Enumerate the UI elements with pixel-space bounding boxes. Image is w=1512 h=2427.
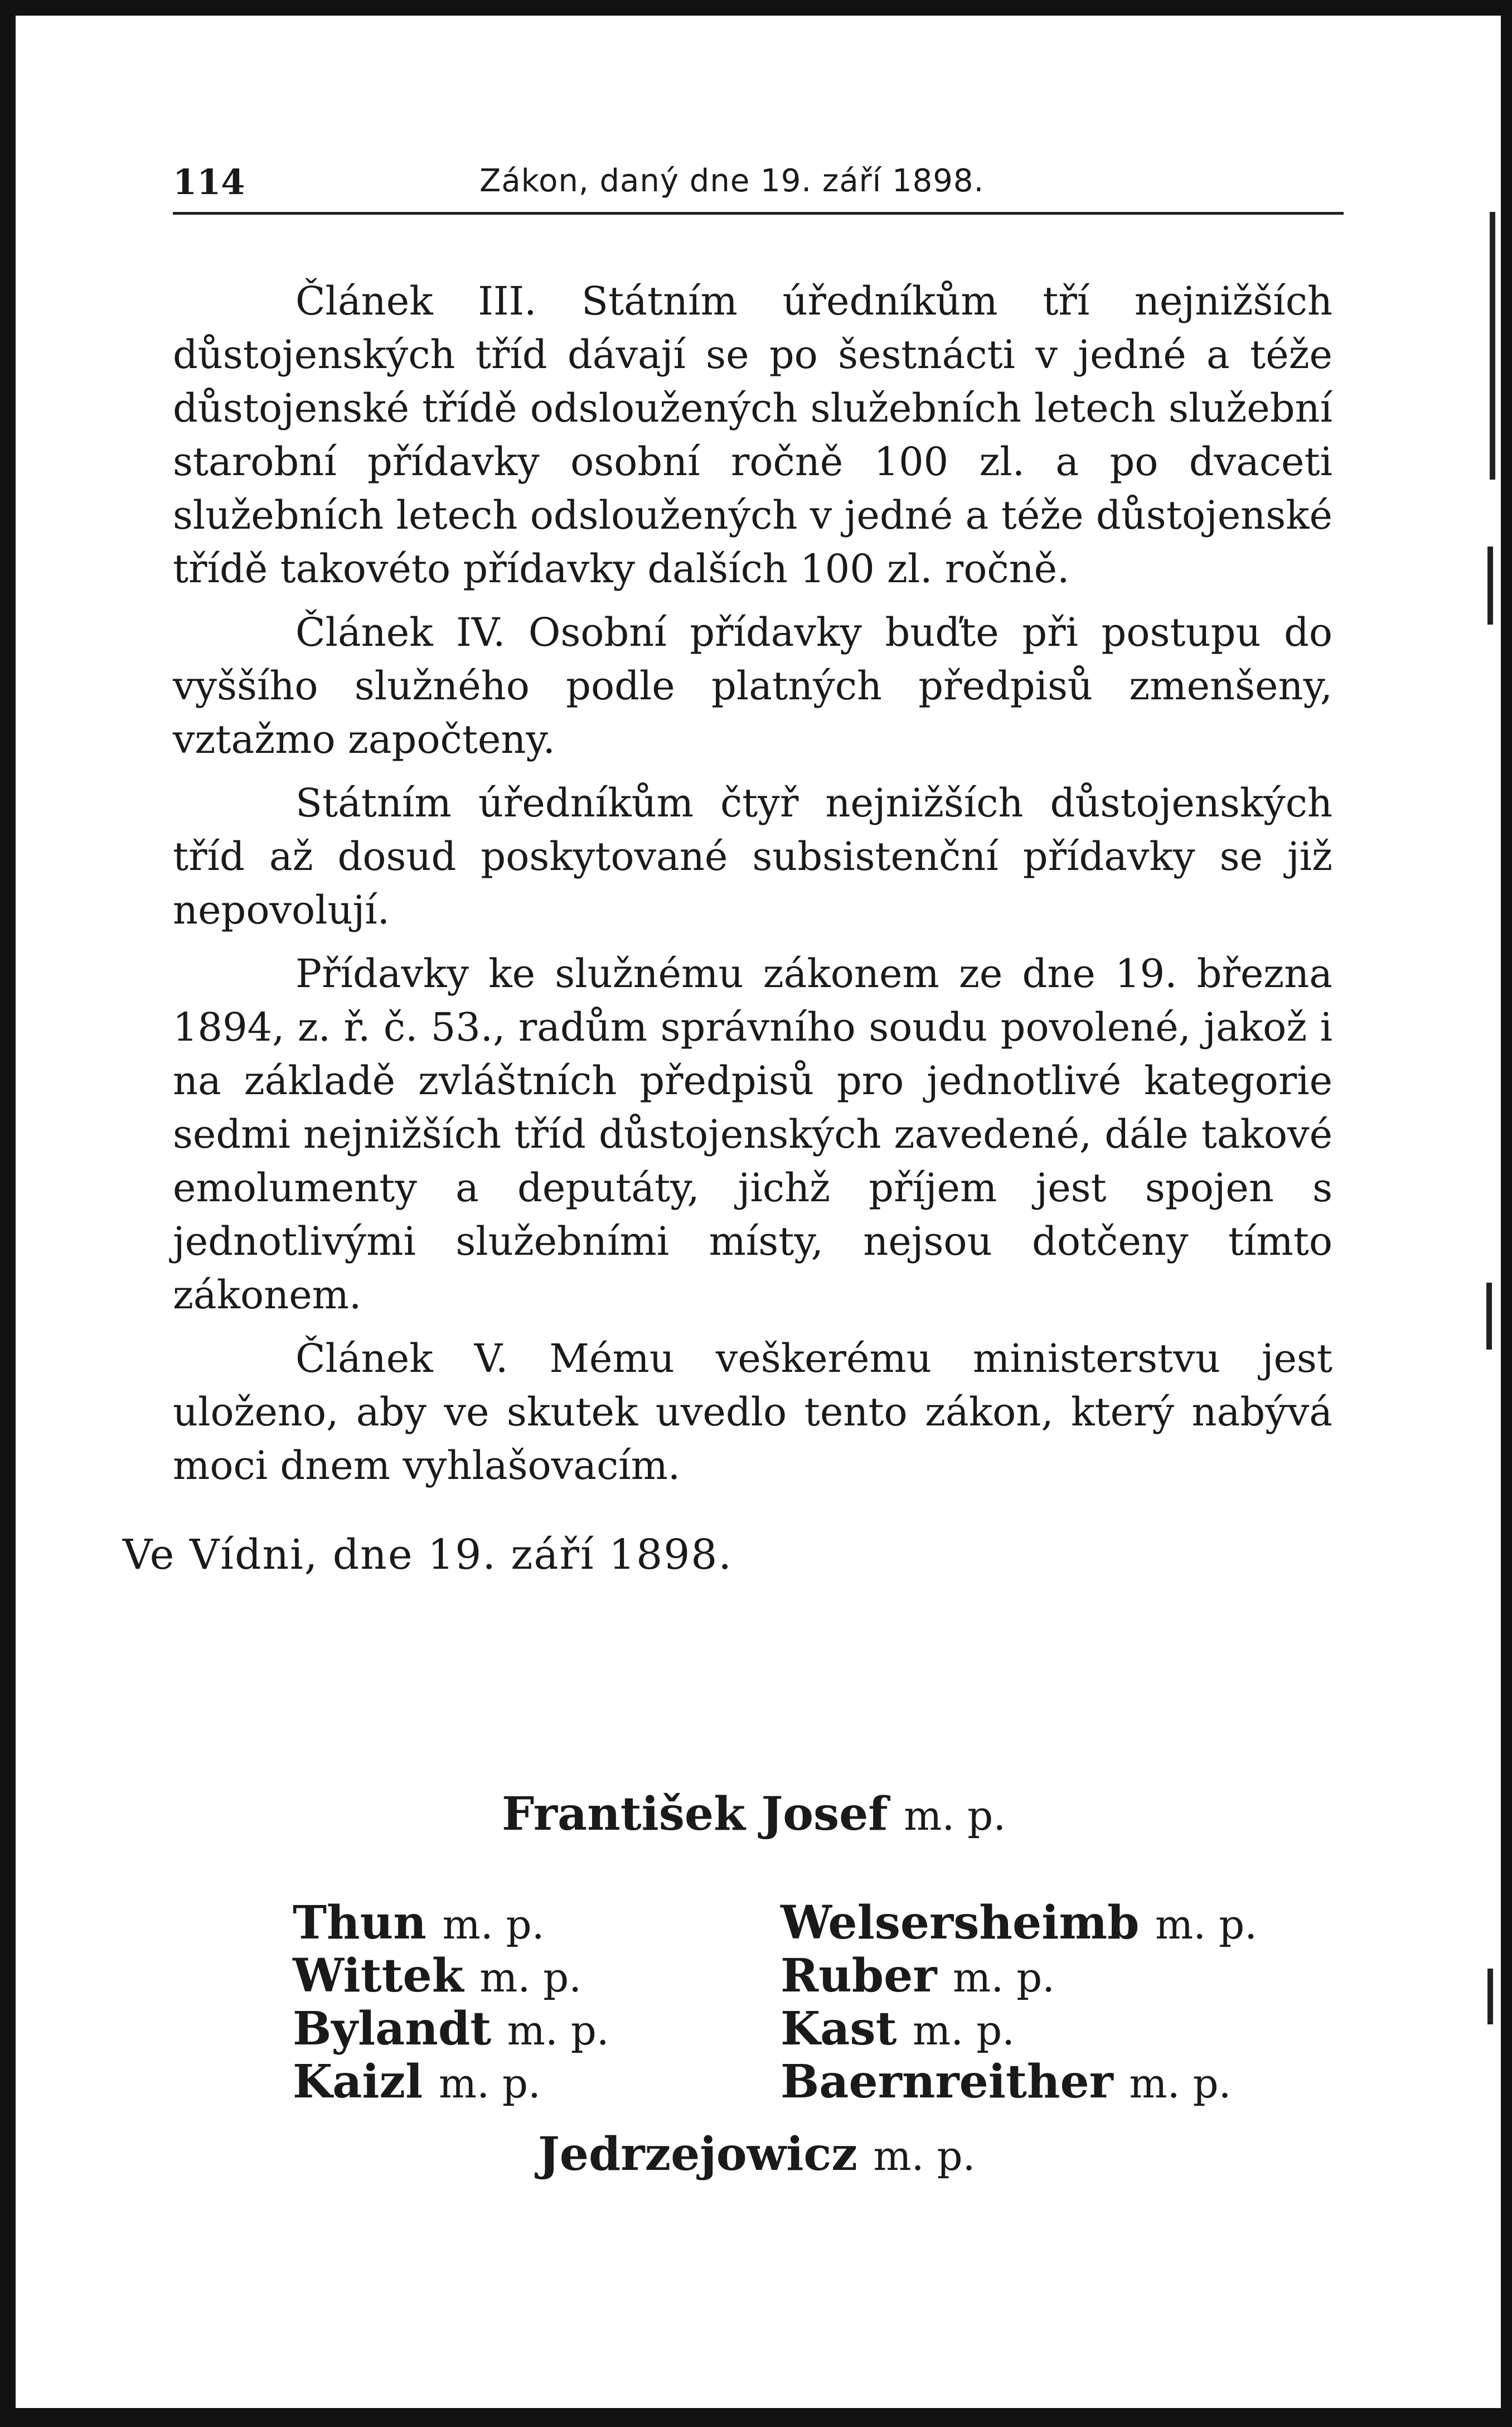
place-and-date: Ve Vídni, dne 19. září 1898. (123, 1531, 733, 1579)
book-page (173, 151, 1332, 1488)
paragraph-article-3: Článek III. Státním úředníkům tří nejnižších důstojenských tříd dávají se po šestnácti v jedné a téže důstojenské třídě odsloužených služebních letech služební starobní přídavky osobní ročně 100 zl. a po dvaceti služebních letech odsloužených v jedné a téže důstojenské třídě takovéto přídavky dalších 100 zl. ročně. (173, 278, 1332, 592)
signature-right-2 (781, 1949, 1055, 2003)
signer-suffix: m. p. (873, 2133, 976, 2179)
page-edge-mark (1487, 547, 1493, 625)
page-edge-mark (1486, 1283, 1492, 1350)
signer-suffix: m. p. (479, 1954, 582, 2001)
law-text (173, 274, 1332, 1492)
signer-name: Ruber (781, 1949, 937, 2003)
signer-name: Jedrzejowicz (538, 2128, 857, 2181)
paragraph-subsistence: Státním úředníkům čtyř nejnižších důstojenských tříd až dosud poskytované subsistenční přídavky se již nepovolují. (173, 780, 1332, 933)
paragraph-allowances: Přídavky ke služnému zákonem ze dne 19. března 1894, z. ř. č. 53., radům správního soudu povolené, jakož i na základě zvláštních předpisů pro jednotlivé kategorie sedmi nejnižších tříd důstojenských zavedené, dále takové emolumenty a deputáty, jichž příjem jest spojen s jednotlivými služebními místy, nejsou dotčeny tímto zákonem. (173, 951, 1332, 1318)
signer-name: Kaizl (293, 2055, 423, 2109)
signature-right-3 (781, 2002, 1015, 2056)
page-header (173, 151, 1332, 206)
header-rule (173, 212, 1344, 215)
signer-name: Thun (293, 1896, 427, 1950)
signature-left-1 (293, 1896, 544, 1950)
page-edge-mark (1490, 212, 1495, 480)
signer-suffix: m. p. (507, 2007, 609, 2054)
page-edge-mark (1487, 1969, 1493, 2024)
scan-border-left (0, 0, 16, 2427)
signer-suffix: m. p. (442, 1901, 545, 1948)
signature-left-4 (293, 2055, 541, 2109)
signature-final (538, 2128, 975, 2181)
signer-suffix: m. p. (953, 1954, 1055, 2001)
scan-border-right (1501, 0, 1512, 2427)
signer-suffix: m. p. (1155, 1901, 1258, 1948)
signature-right-1 (781, 1896, 1257, 1950)
emperor-signature (502, 1787, 1006, 1841)
page-number: 114 (173, 162, 245, 202)
signature-left-3 (293, 2002, 609, 2056)
signer-name: Bylandt (293, 2002, 492, 2056)
signature-left-2 (293, 1949, 581, 2003)
scan-border-bottom (0, 2408, 1512, 2427)
paragraph-article-4: Článek IV. Osobní přídavky buďte při postupu do vyššího služného podle platných předpisů zmenšeny, vztažmo započteny. (173, 610, 1332, 762)
signer-name: Wittek (293, 1949, 464, 2003)
signer-suffix: m. p. (904, 1792, 1006, 1839)
signer-name: Baernreither (781, 2055, 1113, 2109)
signer-suffix: m. p. (913, 2007, 1015, 2054)
signer-suffix: m. p. (438, 2060, 541, 2107)
signer-suffix: m. p. (1129, 2060, 1232, 2107)
scan-border-top (0, 0, 1512, 16)
running-title: Zákon, daný dne 19. září 1898. (479, 163, 985, 199)
signature-right-4 (781, 2055, 1231, 2109)
signer-name: Welsersheimb (781, 1896, 1140, 1950)
paragraph-article-5: Článek V. Mému veškerému ministerstvu jest uloženo, aby ve skutek uvedlo tento zákon, který nabývá moci dnem vyhlašovacím. (173, 1336, 1332, 1488)
signer-name: Kast (781, 2002, 897, 2056)
signer-name: František Josef (502, 1787, 888, 1841)
